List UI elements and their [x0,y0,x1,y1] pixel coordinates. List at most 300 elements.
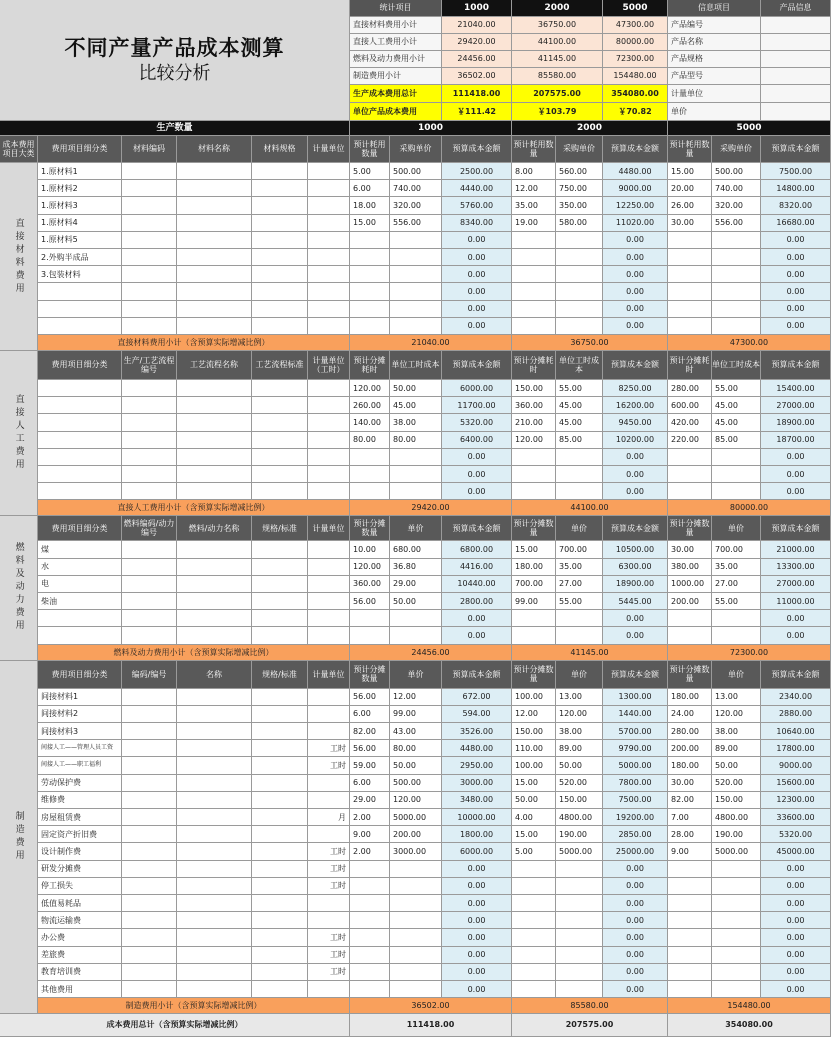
column-header[interactable] [556,136,603,163]
unit-cell[interactable] [308,964,350,981]
input-value[interactable] [350,483,390,500]
input-value[interactable] [390,283,442,300]
item-name[interactable] [38,627,122,644]
unit-cell[interactable] [308,197,350,214]
input-value[interactable] [512,757,556,774]
name-cell[interactable] [177,912,252,929]
input-value[interactable] [668,301,712,318]
spec-cell[interactable] [252,249,308,266]
code-cell[interactable] [122,318,177,335]
summary-value[interactable] [442,68,512,85]
item-name[interactable] [38,809,122,826]
budget-amount[interactable] [761,861,831,878]
summary-row-label[interactable] [350,17,442,34]
input-value[interactable] [668,981,712,998]
budget-amount[interactable] [761,757,831,774]
input-value[interactable] [712,757,761,774]
spec-cell[interactable] [252,929,308,946]
input-value[interactable] [712,483,761,500]
input-value[interactable] [668,232,712,249]
input-value[interactable] [512,929,556,946]
input-value[interactable] [668,912,712,929]
input-value[interactable] [350,266,390,283]
input-value[interactable] [712,689,761,706]
grand-total-value[interactable] [668,1014,831,1037]
subtotal-value[interactable] [512,998,668,1014]
budget-amount[interactable] [442,318,512,335]
budget-amount[interactable] [761,593,831,610]
category-cell[interactable] [0,163,38,351]
item-name[interactable] [38,593,122,610]
input-value[interactable] [350,627,390,644]
input-value[interactable] [668,466,712,483]
unit-cell[interactable] [308,541,350,558]
name-cell[interactable] [177,981,252,998]
spec-cell[interactable] [252,757,308,774]
summary-row-label[interactable] [350,34,442,51]
code-cell[interactable] [122,593,177,610]
input-value[interactable] [556,723,603,740]
budget-amount[interactable] [603,215,668,232]
input-value[interactable] [556,541,603,558]
spec-cell[interactable] [252,826,308,843]
input-value[interactable] [350,414,390,431]
input-value[interactable] [390,593,442,610]
column-header[interactable] [350,136,390,163]
column-header[interactable] [603,136,668,163]
budget-amount[interactable] [761,215,831,232]
unit-cell[interactable] [308,610,350,627]
item-name[interactable] [38,929,122,946]
name-cell[interactable] [177,380,252,397]
subtotal-label[interactable] [38,500,350,516]
code-cell[interactable] [122,249,177,266]
column-header[interactable] [512,351,556,380]
input-value[interactable] [712,792,761,809]
code-cell[interactable] [122,215,177,232]
budget-amount[interactable] [442,627,512,644]
column-header[interactable] [603,661,668,689]
code-cell[interactable] [122,301,177,318]
budget-amount[interactable] [603,843,668,860]
budget-amount[interactable] [761,283,831,300]
spec-cell[interactable] [252,266,308,283]
budget-amount[interactable] [603,981,668,998]
input-value[interactable] [390,861,442,878]
unit-cell[interactable] [308,740,350,757]
column-header[interactable] [390,661,442,689]
input-value[interactable] [668,809,712,826]
input-value[interactable] [512,610,556,627]
spec-cell[interactable] [252,180,308,197]
input-value[interactable] [512,723,556,740]
input-value[interactable] [512,559,556,576]
input-value[interactable] [390,197,442,214]
budget-amount[interactable] [603,180,668,197]
input-value[interactable] [390,559,442,576]
budget-amount[interactable] [442,215,512,232]
item-name[interactable] [38,964,122,981]
column-header[interactable] [38,136,122,163]
input-value[interactable] [512,947,556,964]
code-cell[interactable] [122,843,177,860]
unit-cell[interactable] [308,380,350,397]
spec-cell[interactable] [252,559,308,576]
budget-amount[interactable] [442,449,512,466]
input-value[interactable] [350,610,390,627]
input-value[interactable] [556,809,603,826]
input-value[interactable] [512,706,556,723]
input-value[interactable] [556,318,603,335]
input-value[interactable] [512,912,556,929]
input-value[interactable] [350,792,390,809]
input-value[interactable] [668,197,712,214]
input-value[interactable] [390,878,442,895]
input-value[interactable] [390,249,442,266]
code-cell[interactable] [122,826,177,843]
input-value[interactable] [350,232,390,249]
input-value[interactable] [390,610,442,627]
input-value[interactable] [668,929,712,946]
input-value[interactable] [712,576,761,593]
column-header[interactable] [512,136,556,163]
item-name[interactable] [38,740,122,757]
name-cell[interactable] [177,895,252,912]
budget-amount[interactable] [603,301,668,318]
input-value[interactable] [668,792,712,809]
input-value[interactable] [556,466,603,483]
input-value[interactable] [556,559,603,576]
budget-amount[interactable] [603,775,668,792]
input-value[interactable] [512,180,556,197]
summary-header[interactable] [350,0,442,17]
input-value[interactable] [668,610,712,627]
spec-cell[interactable] [252,740,308,757]
production-quantity-label[interactable] [0,121,350,136]
budget-amount[interactable] [442,843,512,860]
column-header[interactable] [761,661,831,689]
subtotal-label[interactable] [38,998,350,1014]
info-item[interactable] [668,51,761,68]
input-value[interactable] [390,981,442,998]
input-value[interactable] [668,964,712,981]
unit-cell[interactable] [308,947,350,964]
input-value[interactable] [512,414,556,431]
info-header[interactable] [668,0,761,17]
item-name[interactable] [38,706,122,723]
input-value[interactable] [712,215,761,232]
budget-amount[interactable] [761,723,831,740]
input-value[interactable] [712,593,761,610]
input-value[interactable] [668,432,712,449]
summary-value[interactable] [442,17,512,34]
budget-amount[interactable] [442,576,512,593]
quantity-1000[interactable] [350,121,512,136]
column-header[interactable] [712,136,761,163]
category-cell[interactable] [0,351,38,516]
budget-amount[interactable] [761,775,831,792]
input-value[interactable] [512,283,556,300]
budget-amount[interactable] [761,878,831,895]
code-cell[interactable] [122,775,177,792]
item-name[interactable] [38,912,122,929]
input-value[interactable] [556,397,603,414]
budget-amount[interactable] [442,301,512,318]
input-value[interactable] [512,826,556,843]
input-value[interactable] [712,414,761,431]
name-cell[interactable] [177,163,252,180]
input-value[interactable] [712,861,761,878]
code-cell[interactable] [122,449,177,466]
spec-cell[interactable] [252,593,308,610]
item-name[interactable] [38,775,122,792]
budget-amount[interactable] [603,809,668,826]
summary-value[interactable] [603,17,668,34]
input-value[interactable] [390,483,442,500]
name-cell[interactable] [177,397,252,414]
summary-value[interactable] [603,34,668,51]
input-value[interactable] [556,775,603,792]
column-header[interactable] [350,351,390,380]
unit-cell[interactable] [308,232,350,249]
unit-cell[interactable] [308,723,350,740]
code-cell[interactable] [122,197,177,214]
input-value[interactable] [390,180,442,197]
input-value[interactable] [350,947,390,964]
budget-amount[interactable] [442,249,512,266]
name-cell[interactable] [177,775,252,792]
category-cell[interactable] [0,516,38,660]
input-value[interactable] [712,775,761,792]
column-header[interactable] [252,516,308,541]
input-value[interactable] [512,627,556,644]
name-cell[interactable] [177,757,252,774]
input-value[interactable] [390,947,442,964]
input-value[interactable] [668,483,712,500]
item-name[interactable] [38,180,122,197]
input-value[interactable] [350,826,390,843]
code-cell[interactable] [122,466,177,483]
budget-amount[interactable] [603,964,668,981]
budget-amount[interactable] [603,706,668,723]
input-value[interactable] [712,283,761,300]
name-cell[interactable] [177,878,252,895]
input-value[interactable] [390,895,442,912]
code-cell[interactable] [122,266,177,283]
summary-value[interactable] [512,17,603,34]
budget-amount[interactable] [442,541,512,558]
code-cell[interactable] [122,929,177,946]
input-value[interactable] [712,541,761,558]
input-value[interactable] [712,843,761,860]
input-value[interactable] [350,466,390,483]
input-value[interactable] [712,809,761,826]
input-value[interactable] [712,610,761,627]
input-value[interactable] [390,301,442,318]
column-header[interactable] [308,351,350,380]
input-value[interactable] [556,627,603,644]
info-item[interactable] [668,103,761,121]
subtotal-value[interactable] [350,998,512,1014]
code-cell[interactable] [122,706,177,723]
column-header[interactable] [252,136,308,163]
name-cell[interactable] [177,610,252,627]
summary-value[interactable] [512,51,603,68]
input-value[interactable] [512,809,556,826]
budget-amount[interactable] [442,878,512,895]
grand-total-value[interactable] [512,1014,668,1037]
name-cell[interactable] [177,283,252,300]
input-value[interactable] [668,826,712,843]
input-value[interactable] [668,380,712,397]
budget-amount[interactable] [761,541,831,558]
code-cell[interactable] [122,981,177,998]
input-value[interactable] [350,215,390,232]
input-value[interactable] [512,792,556,809]
input-value[interactable] [390,843,442,860]
column-header[interactable] [712,661,761,689]
budget-amount[interactable] [761,981,831,998]
spec-cell[interactable] [252,318,308,335]
input-value[interactable] [668,627,712,644]
input-value[interactable] [712,249,761,266]
input-value[interactable] [512,576,556,593]
spec-cell[interactable] [252,775,308,792]
name-cell[interactable] [177,964,252,981]
budget-amount[interactable] [761,559,831,576]
budget-amount[interactable] [442,757,512,774]
item-name[interactable] [38,397,122,414]
column-header[interactable] [122,516,177,541]
budget-amount[interactable] [442,483,512,500]
budget-amount[interactable] [442,826,512,843]
budget-amount[interactable] [442,559,512,576]
input-value[interactable] [668,559,712,576]
column-header[interactable] [122,351,177,380]
input-value[interactable] [390,627,442,644]
input-value[interactable] [712,706,761,723]
name-cell[interactable] [177,301,252,318]
summary-row-label[interactable] [350,68,442,85]
item-name[interactable] [38,163,122,180]
input-value[interactable] [556,792,603,809]
input-value[interactable] [350,593,390,610]
input-value[interactable] [390,929,442,946]
input-value[interactable] [556,689,603,706]
code-cell[interactable] [122,861,177,878]
budget-amount[interactable] [442,380,512,397]
unit-cell[interactable] [308,449,350,466]
name-cell[interactable] [177,593,252,610]
input-value[interactable] [350,449,390,466]
budget-amount[interactable] [761,964,831,981]
budget-amount[interactable] [603,947,668,964]
input-value[interactable] [512,775,556,792]
budget-amount[interactable] [761,947,831,964]
column-header[interactable] [512,661,556,689]
input-value[interactable] [512,197,556,214]
summary-qty-header[interactable] [512,0,603,17]
info-item[interactable] [668,34,761,51]
column-header[interactable] [390,136,442,163]
info-value[interactable] [761,103,831,121]
unit-cell[interactable] [308,878,350,895]
input-value[interactable] [390,232,442,249]
column-header[interactable] [122,136,177,163]
spec-cell[interactable] [252,809,308,826]
unit-cell[interactable] [308,861,350,878]
budget-amount[interactable] [761,163,831,180]
unit-cell[interactable] [308,576,350,593]
budget-amount[interactable] [761,414,831,431]
spec-cell[interactable] [252,449,308,466]
budget-amount[interactable] [761,432,831,449]
item-name[interactable] [38,266,122,283]
item-name[interactable] [38,197,122,214]
column-header[interactable] [177,661,252,689]
name-cell[interactable] [177,541,252,558]
input-value[interactable] [512,466,556,483]
name-cell[interactable] [177,432,252,449]
budget-amount[interactable] [442,397,512,414]
item-name[interactable] [38,414,122,431]
input-value[interactable] [712,432,761,449]
column-header[interactable] [556,516,603,541]
spec-cell[interactable] [252,689,308,706]
subtotal-value[interactable] [350,335,512,351]
subtotal-value[interactable] [668,335,831,351]
input-value[interactable] [512,878,556,895]
input-value[interactable] [556,301,603,318]
column-header[interactable] [603,351,668,380]
summary-value[interactable] [603,85,668,103]
input-value[interactable] [556,163,603,180]
budget-amount[interactable] [603,483,668,500]
budget-amount[interactable] [442,163,512,180]
budget-amount[interactable] [603,826,668,843]
spec-cell[interactable] [252,466,308,483]
budget-amount[interactable] [603,593,668,610]
code-cell[interactable] [122,627,177,644]
budget-amount[interactable] [761,301,831,318]
budget-amount[interactable] [761,706,831,723]
info-value[interactable] [761,51,831,68]
input-value[interactable] [350,723,390,740]
column-header[interactable] [390,516,442,541]
column-header[interactable] [252,661,308,689]
input-value[interactable] [556,197,603,214]
spec-cell[interactable] [252,627,308,644]
summary-value[interactable] [512,68,603,85]
spec-cell[interactable] [252,947,308,964]
input-value[interactable] [556,380,603,397]
input-value[interactable] [390,414,442,431]
input-value[interactable] [668,593,712,610]
input-value[interactable] [712,740,761,757]
column-header[interactable] [38,351,122,380]
column-header[interactable] [38,516,122,541]
budget-amount[interactable] [442,792,512,809]
spec-cell[interactable] [252,576,308,593]
code-cell[interactable] [122,964,177,981]
input-value[interactable] [350,380,390,397]
input-value[interactable] [512,249,556,266]
input-value[interactable] [512,593,556,610]
code-cell[interactable] [122,232,177,249]
column-header[interactable] [390,351,442,380]
summary-value[interactable] [512,34,603,51]
column-header[interactable] [350,661,390,689]
